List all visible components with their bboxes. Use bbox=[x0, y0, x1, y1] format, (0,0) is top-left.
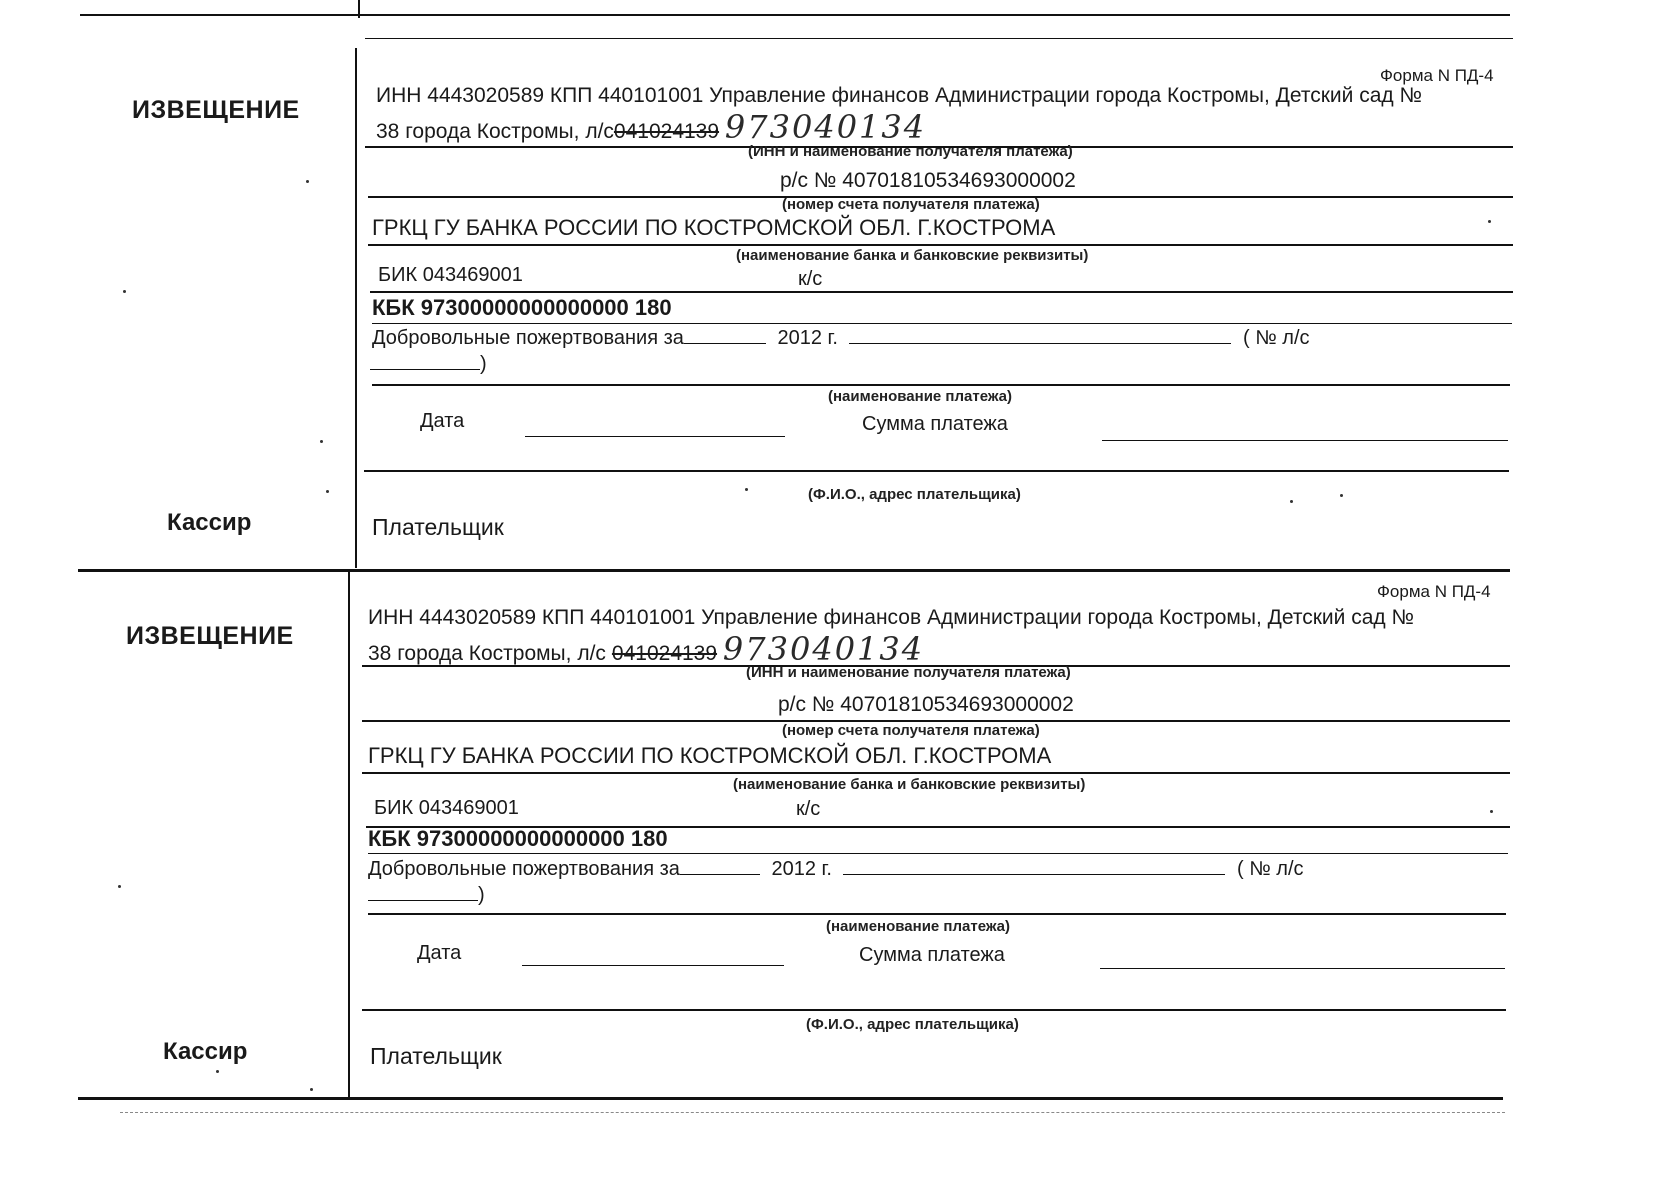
form-1-payer-caption: (Ф.И.О., адрес плательщика) bbox=[808, 486, 1021, 503]
scan-speck bbox=[310, 1088, 313, 1091]
form-1-account-caption: (номер счета получателя платежа) bbox=[782, 196, 1040, 213]
form-2-period-blank[interactable] bbox=[680, 874, 760, 875]
form-2-date-field[interactable] bbox=[522, 965, 784, 966]
form-2-date-label: Дата bbox=[417, 942, 462, 964]
form-2-amount-label: Сумма платежа bbox=[859, 944, 1005, 966]
form-1-ks: к/с bbox=[798, 268, 823, 290]
form-1-account-number: р/с № 40701810534693000002 bbox=[780, 169, 1076, 192]
form-2-payer-underline[interactable] bbox=[362, 1009, 1506, 1011]
form-1-form-code: Форма N ПД-4 bbox=[1380, 66, 1494, 85]
scan-speck bbox=[1340, 494, 1343, 497]
form-1-divider bbox=[355, 48, 357, 568]
form-2-ls-continuation: ) bbox=[368, 884, 485, 907]
form-2-payment-underline bbox=[368, 913, 1506, 915]
form-2-donation-line: Добровольные пожертвования за 2012 г. ( № л/с bbox=[368, 858, 1304, 880]
form-2-bik: БИК 043469001 bbox=[374, 797, 519, 819]
form-1-cashier-label: Кассир bbox=[167, 509, 252, 536]
form-1-struck-account: 041024139 bbox=[613, 120, 720, 143]
form-2-notice-label: ИЗВЕЩЕНИЕ bbox=[126, 622, 294, 650]
form-2-donation-blank[interactable] bbox=[843, 874, 1225, 875]
form-1-bik: БИК 043469001 bbox=[378, 264, 523, 286]
form-2-recipient-line-1: ИНН 4443020589 КПП 440101001 Управление финансов Администрации города Костромы, Детский сад № bbox=[368, 606, 1415, 629]
scan-speck bbox=[123, 290, 126, 293]
form-1-donation-line: Добровольные пожертвования за 2012 г. ( № л/с bbox=[372, 327, 1310, 349]
top-edge-line-2 bbox=[365, 38, 1513, 39]
form-2-account-caption: (номер счета получателя платежа) bbox=[782, 722, 1040, 739]
form-1-date-field[interactable] bbox=[525, 436, 785, 437]
form-1-recipient-caption: (ИНН и наименование получателя платежа) bbox=[748, 143, 1073, 160]
form-1-period-blank[interactable] bbox=[684, 343, 766, 344]
scan-speck bbox=[745, 488, 748, 491]
form-2-account-number: р/с № 40701810534693000002 bbox=[778, 693, 1074, 716]
form-2-recipient-line-2: 38 города Костромы, л/с 041024139 973040134 bbox=[368, 630, 925, 668]
form-1-payer-label: Плательщик bbox=[372, 514, 504, 540]
scan-speck bbox=[306, 180, 309, 183]
form-2-bank-underline bbox=[362, 772, 1510, 774]
form-1-handwritten-account: 973040134 bbox=[724, 108, 927, 146]
form-1-ls-blank[interactable] bbox=[370, 369, 480, 370]
form-1-notice-label: ИЗВЕЩЕНИЕ bbox=[132, 96, 300, 124]
bottom-edge-line-2 bbox=[120, 1112, 1505, 1113]
form-1-bank-name: ГРКЦ ГУ БАНКА РОССИИ ПО КОСТРОМСКОЙ ОБЛ. Г.КОСТРОМА bbox=[372, 215, 1056, 240]
form-1-kbk-underline bbox=[372, 323, 1512, 324]
form-1-payment-underline bbox=[372, 384, 1510, 386]
form-1-donation-blank[interactable] bbox=[849, 343, 1231, 344]
form-2-ks: к/с bbox=[796, 798, 821, 820]
scan-speck bbox=[216, 1070, 219, 1073]
scan-speck bbox=[1488, 220, 1491, 223]
scan-speck bbox=[320, 440, 323, 443]
forms-separator bbox=[78, 569, 1510, 572]
form-1-recipient-line-2: 38 города Костромы, л/с041024139 973040134 bbox=[376, 108, 927, 146]
scan-speck bbox=[118, 885, 121, 888]
form-1-bank-caption: (наименование банка и банковские реквизиты) bbox=[736, 247, 1089, 264]
form-1-ls-continuation: ) bbox=[370, 353, 487, 376]
form-2-divider bbox=[348, 572, 350, 1100]
form-2-ls-blank[interactable] bbox=[368, 900, 478, 901]
form-1-recipient-line-1: ИНН 4443020589 КПП 440101001 Управление финансов Администрации города Костромы, Детский сад № bbox=[376, 84, 1423, 107]
form-1-amount-label: Сумма платежа bbox=[862, 413, 1008, 435]
form-2-form-code: Форма N ПД-4 bbox=[1377, 582, 1491, 601]
form-1-bank-underline bbox=[368, 244, 1513, 246]
form-2-struck-account: 041024139 bbox=[611, 642, 718, 665]
form-1-date-label: Дата bbox=[420, 410, 465, 432]
top-edge-line bbox=[80, 14, 1510, 16]
scan-speck bbox=[1290, 500, 1293, 503]
form-2-payer-caption: (Ф.И.О., адрес плательщика) bbox=[806, 1016, 1019, 1033]
top-stub-divider bbox=[358, 0, 360, 18]
form-2-payment-caption: (наименование платежа) bbox=[826, 918, 1011, 935]
form-1-kbk: КБК 97300000000000000 180 bbox=[372, 295, 672, 320]
form-2-amount-field[interactable] bbox=[1100, 968, 1505, 969]
scan-speck bbox=[326, 490, 329, 493]
form-2-bank-name: ГРКЦ ГУ БАНКА РОССИИ ПО КОСТРОМСКОЙ ОБЛ. Г.КОСТРОМА bbox=[368, 743, 1052, 768]
scan-speck bbox=[1490, 810, 1493, 813]
form-1-amount-field[interactable] bbox=[1102, 440, 1508, 441]
form-1-payer-underline[interactable] bbox=[364, 470, 1509, 472]
bottom-edge-line bbox=[78, 1097, 1503, 1100]
form-1-payment-caption: (наименование платежа) bbox=[828, 388, 1013, 405]
form-2-kbk-underline bbox=[368, 853, 1508, 854]
form-2-cashier-label: Кассир bbox=[163, 1038, 248, 1065]
form-1-bik-underline bbox=[370, 291, 1513, 293]
form-2-kbk: КБК 97300000000000000 180 bbox=[368, 826, 668, 851]
form-2-handwritten-account: 973040134 bbox=[722, 630, 925, 668]
form-2-bank-caption: (наименование банка и банковские реквизиты) bbox=[733, 776, 1086, 793]
form-2-recipient-caption: (ИНН и наименование получателя платежа) bbox=[746, 664, 1071, 681]
form-2-payer-label: Плательщик bbox=[370, 1043, 502, 1069]
